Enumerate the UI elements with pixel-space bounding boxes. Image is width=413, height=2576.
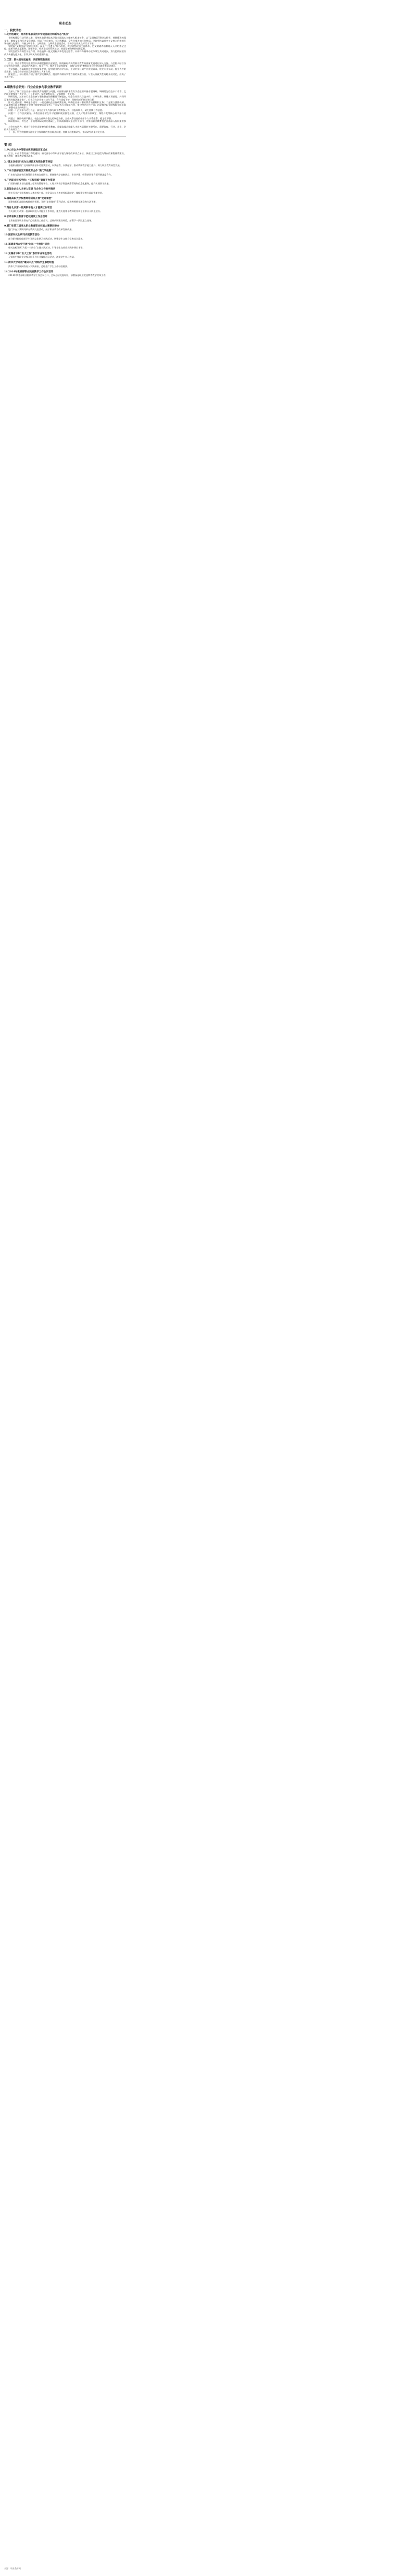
article-title[interactable]: 8.甘肃省职业教育示范校建设工作会召开 — [4, 216, 47, 219]
paragraph: 问题一：企业参与动力不足。部分企业认为参与职业教育投入大、回报周期长，缺乏持续合作意愿。 — [8, 109, 105, 112]
article-title[interactable]: 14.2014年教育部职业院校教学工作会议召开 — [4, 270, 54, 273]
article — [4, 161, 126, 167]
section-divider — [4, 81, 126, 82]
page-title: 职业动态 — [58, 22, 71, 26]
article — [4, 216, 126, 222]
paragraph: 甘肃省召开职业教育示范校建设工作会议，总结前期建设经验，部署下一阶段重点任务。 — [8, 219, 94, 222]
article — [4, 90, 126, 133]
paragraph: 与会专家认为，推动行业企业深度参与职业教育，是提高技术技能人才培养质量的关键所在，需要政府、行业、企业、学校多方协同发力。 — [4, 125, 126, 131]
paragraph: 有关部门启动第一批高职院校人才提升工作项目，重点支持骨干教师培养和专业带头人队伍建设。 — [8, 209, 103, 212]
article — [4, 261, 126, 268]
paragraph: 会议强调，各高职院校要坚持服务发展、促进就业的办学方向，主动对接区域产业发展需求，优化专业布局，提升人才培养质量，为地方经济社会发展提供有力人才支撑。 — [4, 67, 126, 73]
paragraph: 问题三：保障机制不健全。校企合作缺少稳定的制度安排，合作关系往往依赖于个人关系维系，稳定性不强。 — [8, 117, 114, 120]
section-heading: 一、院校动态 — [4, 29, 22, 32]
paragraph: 针对上述问题，调研报告建议：一是完善校企合作政策法规，明确企业参与职业教育的权利和义务；二是建立激励机制，对深度参与职业教育的企业给予税收等方面支持；三是发挥行业组织作用，搭建校企合作平台；四是推动职业院校提升服务能力，增强对企业的吸引力。 — [4, 100, 126, 109]
paragraph: 各地职业院校广泛开展教师基本功比赛活动，以赛促教、以赛促学，推动教师教学能力提升，助力职业教育转型发展。 — [8, 164, 122, 167]
paragraph: 调研组表示，将在进一步梳理调研成果的基础上，形成政策建议报送有关部门，为推动职业教育校企合作深入发展提供参考。 — [4, 120, 126, 125]
article-title[interactable]: 9.厦门在第三届亚太职业教育职业技能大赛期间举办 — [4, 224, 59, 228]
article — [4, 207, 126, 213]
article-title[interactable]: 13.清华大学开展“最试木点”网络学生事物经验 — [4, 261, 54, 265]
document-content — [4, 21, 126, 2562]
paragraph: 下一步，学会将继续关注校企合作领域的热点难点问题，持续开展跟踪研究，推动研究成果转化应用。 — [8, 131, 107, 133]
article-title[interactable]: 3.广东与西部省区开展教育合作“现代学徒制” — [4, 170, 53, 173]
paragraph: 部分职业院校组织学生开展文化研习实践活动，增强学生文化自信和综合素养。 — [8, 237, 85, 240]
article-title[interactable]: 12.无锡省中职“五大工作”系列专业学生活动 — [4, 252, 52, 255]
article — [4, 271, 126, 277]
article — [4, 234, 126, 240]
article-title[interactable]: 6.福建高职大学校教师培训班开展“走进课堂” — [4, 197, 53, 200]
paragraph: 为深入了解行业企业参与职业教育的现状与问题，中国职业技术教育学会组织开展专题调研。调研组先后赴多个省市，走访职业院校和合作企业，召开座谈会，发放调查问卷，全面掌握一手资料。 — [4, 90, 126, 96]
article-title[interactable]: 2.“基本功修炼”成为比拼技术和职业教育转型 — [4, 160, 53, 164]
article — [4, 197, 126, 204]
paragraph: 福建省组织高职院校教师培训班，开展“走进课堂”系列活动，促进教师教学理念和方法更新。 — [8, 200, 98, 204]
sections-container — [4, 28, 126, 277]
paragraph: 近日，中山市教育部门印发通知，确定部分中等职业学校为课程改革试点单位，探索以工作过程为导向的课程体系建设，推进理实一体化教学模式改革。 — [4, 152, 126, 158]
paragraph: 相关高校开展“为民一个岗位”主题实践活动，引导学生在社会实践中增长才干。 — [8, 246, 85, 249]
paragraph: 近日，江苏省教育厅组织召开高职院校院长座谈会，围绕新时代高等职业教育高质量发展进行深入交流。与会院长结合各自学校办学实践，就深化产教融合、校企合作，推进专业结构调整，加强“双师型”教师队伍建设等议题发表意见建议。 — [4, 62, 126, 68]
section-divider — [4, 136, 126, 137]
article — [4, 33, 126, 56]
paragraph: 广东省与西部省区签署职业教育合作协议，围绕现代学徒制试点、专业共建、师资培训等方面开展深度合作。 — [8, 173, 114, 176]
paragraph: 2014年教育部职业院校教学工作会议召开，会议总结交流经验，部署深化职业院校教育教学改革工作。 — [8, 274, 108, 277]
page-footer: 来源：职业教育网 — [4, 2567, 21, 2570]
article-title[interactable]: 10.国家和文化研习实践教育活动 — [4, 234, 40, 237]
article — [4, 253, 126, 259]
paragraph: 调研发现，近年来行业企业参与职业教育的积极性不断提高，校企合作形式日益多样，订单培养、共建实训基地、共同开发课程等做法逐步推广。但也存在企业参与动力不足、合作深度不够、保障机制不健全等问题。 — [4, 95, 126, 101]
article-title[interactable]: 7.英省北京第一批高职学院人才提高工作项目 — [4, 206, 53, 209]
paragraph: 座谈会上，部分院校介绍了现代学徒制试点、混合所有制办学等方面的探索经验，与会人员就共性问题开展讨论，形成了多项共识。 — [4, 73, 126, 79]
article-title[interactable]: 11.福建省两大学开展“为民一个岗位”活动 — [4, 243, 49, 246]
paragraph: 广西职业技术学院搭建工程训练管理平台，实现实训教学资源统筹管理和信息化服务，提升实践教学质量。 — [8, 182, 111, 185]
paragraph: 学院以“文明校园”建设为契机，深化“三全育人”综合改革，构建思想政治工作体系，把文明素养培育融入人才培养全过程。组织开展志愿服务、道德讲堂、经典诵读等系列活动，营造崇德向善的校园氛围。 — [4, 45, 126, 51]
paragraph: 问题二：合作层次偏浅。多数合作停留在实习安排和就业推荐层面，在人才培养方案制定、课程开发等核心环节参与较少。 — [4, 111, 126, 117]
paragraph: 学院注重发挥典型示范作用，评选表彰一批文明标兵和优秀志愿者，以榜样力量带动全体师生共同进步，努力把校园建设成为传播先进文化、引领文明风尚的重要阵地。 — [4, 50, 126, 56]
article-title[interactable]: 4.广西职业技术学院：“工程训练”管理平台搭建 — [4, 179, 55, 182]
article-title[interactable]: 1.中山市以为中等职业教育课程改革试点 — [4, 148, 47, 152]
paragraph: 厦门市在大赛期间举办系列交流活动，展示职业教育改革发展成果。 — [8, 228, 74, 231]
article-title[interactable]: 5.新闻业企业人才举人至明 与合作工作有所推动 — [4, 188, 56, 191]
article — [4, 179, 126, 185]
paragraph: 无锡市中等职业学校开展系列专业技能展示活动，激发学生学习热情。 — [8, 256, 76, 259]
section-heading: 要 闻 — [4, 143, 12, 147]
section-heading: 3.职教学会研究：行业企业参与职业教育调研 — [4, 85, 62, 89]
paragraph: 艾明校建设行动开展以来，常州机电职业技术学院全面落实立德树人根本任务，以“文明校园”建设为抓手，持续推进校园文化、制度文化和行为文化建设，形成了全员参与、全过程覆盖、全方位推进的工作格局。学院坚持以社会主义核心价值观引领校园文化建设，开展文明宿舍、文明班级、文明教室创建活动，引导学生养成良好行为习惯。 — [4, 36, 126, 45]
article — [4, 188, 126, 194]
article-title[interactable]: 1.艾明校建设，常州机电职业技术学院基础文明新形态“焦点” — [4, 33, 69, 36]
paragraph: 相关行业企业积极参与人才培养工作，校企双方在人才培养标准制定、课程建设等方面取得新进展。 — [8, 191, 105, 194]
article — [4, 225, 126, 231]
article — [4, 59, 126, 79]
article — [4, 243, 126, 249]
article — [4, 170, 126, 176]
paragraph: 清华大学开展网络育人实践探索，总结推广学生工作经验做法。 — [8, 265, 70, 268]
article-title[interactable]: 2.江苏：院长面对面座谈，共谋高职新发展 — [4, 58, 50, 61]
article — [4, 149, 126, 158]
